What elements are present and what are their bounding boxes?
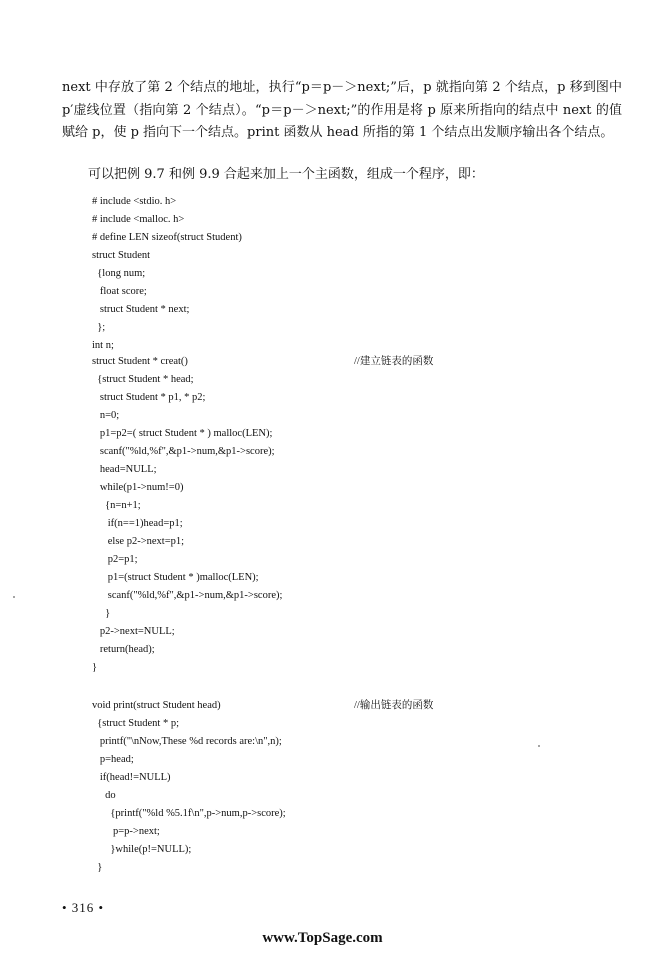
code-line: # include <malloc. h> — [92, 214, 185, 225]
code-line: while(p1->num!=0) — [92, 482, 184, 493]
code-line: n=0; — [92, 410, 120, 421]
code-line: p2->next=NULL; — [92, 626, 175, 637]
code-line: {struct Student * p; — [92, 718, 179, 729]
scan-speck — [13, 596, 15, 598]
footer-watermark: www.TopSage.com — [262, 930, 383, 946]
code-line: p1=(struct Student * )malloc(LEN); — [92, 572, 259, 583]
code-line: struct Student * creat() — [92, 356, 188, 367]
print-comment: //输出链表的函数 — [354, 700, 434, 711]
code-line: scanf("%ld,%f",&p1->num,&p1->score); — [92, 446, 275, 457]
code-line: p=head; — [92, 754, 134, 765]
code-line: do — [92, 790, 116, 801]
code-line: {printf("%ld %5.1f\n",p->num,p->score); — [92, 808, 286, 819]
code-line: # include <stdio. h> — [92, 196, 177, 207]
code-line: }while(p!=NULL); — [92, 844, 192, 855]
code-line: struct Student * next; — [92, 304, 190, 315]
code-line: else p2->next=p1; — [92, 536, 185, 547]
code-line: p1=p2=( struct Student * ) malloc(LEN); — [92, 428, 273, 439]
scan-speck — [538, 745, 540, 747]
code-line: {struct Student * head; — [92, 374, 194, 385]
code-line: head=NULL; — [92, 464, 157, 475]
code-line: p=p->next; — [92, 826, 160, 837]
code-line: return(head); — [92, 644, 155, 655]
code-line: } — [92, 608, 111, 619]
creat-comment: //建立链表的函数 — [354, 356, 434, 367]
code-line: } — [92, 862, 103, 873]
body-paragraph-2: 可以把例 9.7 和例 9.9 合起来加上一个主函数，组成一个程序，即： — [88, 167, 484, 182]
code-line: p2=p1; — [92, 554, 138, 565]
code-line: } — [92, 662, 98, 673]
code-line: float score; — [92, 286, 147, 297]
code-line: if(head!=NULL) — [92, 772, 171, 783]
code-line: void print(struct Student head) — [92, 700, 221, 711]
code-line: # define LEN sizeof(struct Student) — [92, 232, 242, 243]
page-number: • 316 • — [62, 900, 105, 915]
code-line: if(n==1)head=p1; — [92, 518, 183, 529]
code-line: struct Student — [92, 250, 151, 261]
code-line: {long num; — [92, 268, 146, 279]
body-paragraph-1: next 中存放了第 2 个结点的地址，执行“p＝p－＞next;”后，p 就指向第 2 个结点，p 移到图中 p′虚线位置（指向第 2 个结点）。“p＝p－＞next;”的作用是将 p 原来所指向的结点中 next 的值赋给 p，使 p 指向下一个结点。print 函数从 head 所指的第 1 个结点出发顺序输出各个结点。 — [62, 80, 622, 140]
code-line: printf("\nNow,These %d records are:\n",n); — [92, 736, 282, 747]
code-line: {n=n+1; — [92, 500, 141, 511]
code-line: scanf("%ld,%f",&p1->num,&p1->score); — [92, 590, 283, 601]
code-line: int n; — [92, 340, 114, 351]
code-line: }; — [92, 322, 106, 333]
code-line: struct Student * p1, * p2; — [92, 392, 206, 403]
